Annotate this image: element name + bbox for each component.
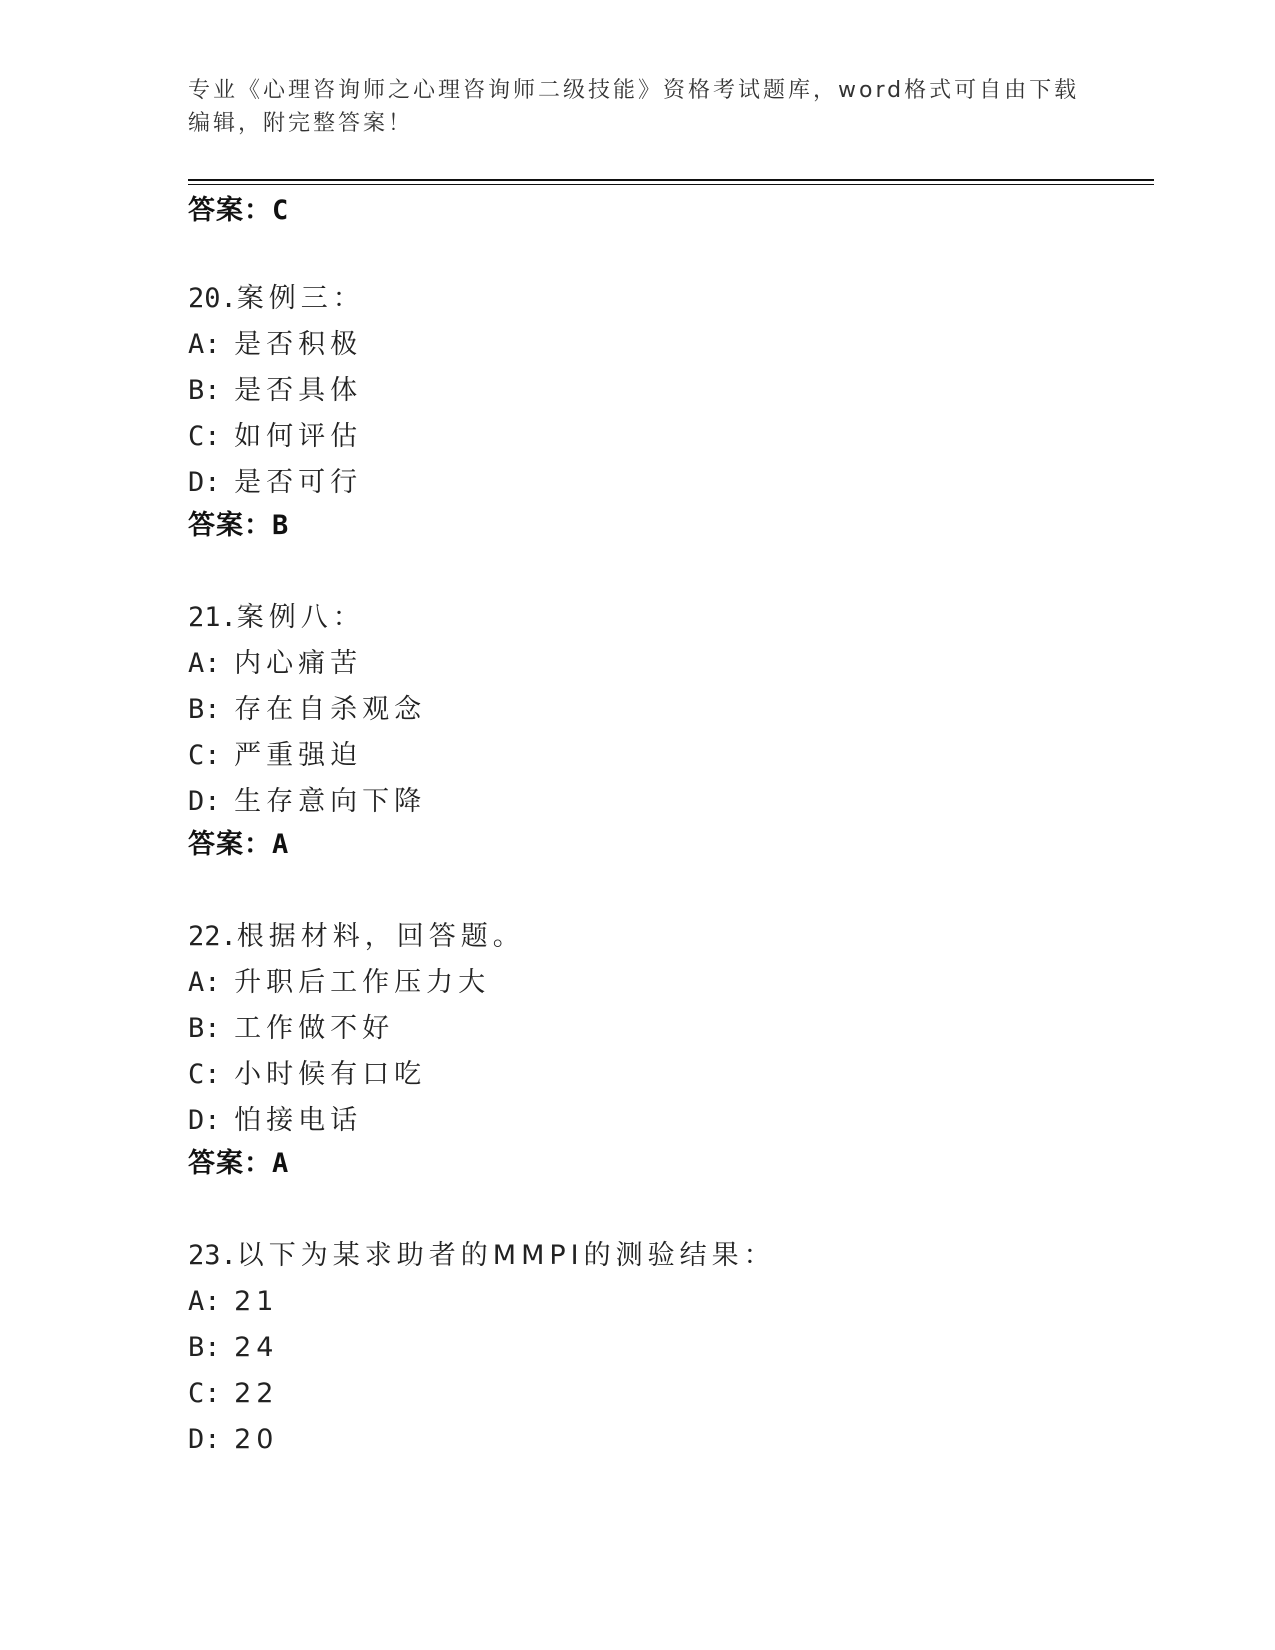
answer-21	[188, 827, 289, 863]
question-21	[188, 595, 1188, 825]
answer-value: C	[272, 195, 290, 226]
answer-label: 答案：	[188, 195, 272, 226]
option-d: D: 20	[188, 1424, 279, 1455]
answer-value: A	[272, 1148, 290, 1179]
option-c: C: 小时候有口吃	[188, 1059, 427, 1090]
question-number: 21.	[188, 602, 237, 633]
option-d: D: 是否可行	[188, 467, 363, 498]
option-b: B: 存在自杀观念	[188, 694, 427, 725]
option-a: A: 是否积极	[188, 329, 363, 360]
question-title	[188, 1233, 1188, 1279]
question-text: 以下为某求助者的MMPI的测验结果：	[236, 1240, 776, 1271]
header-divider-thin	[188, 184, 1154, 185]
question-text: 根据材料，回答题。	[236, 921, 525, 952]
option-d: D: 怕接电话	[188, 1105, 363, 1136]
option-c: C: 22	[188, 1378, 279, 1409]
header-divider-thick	[188, 179, 1154, 181]
answer-value: B	[272, 510, 290, 541]
question-20	[188, 276, 1188, 506]
previous-answer	[188, 193, 289, 229]
option-b: B: 是否具体	[188, 375, 363, 406]
answer-label: 答案：	[188, 1148, 272, 1179]
question-text: 案例八：	[236, 602, 365, 633]
option-a: A: 升职后工作压力大	[188, 967, 491, 998]
option-d: D: 生存意向下降	[188, 786, 427, 817]
question-number: 20.	[188, 283, 237, 314]
question-22	[188, 914, 1188, 1144]
question-number: 22.	[188, 921, 237, 952]
header-line-2: 编辑，附完整答案！	[188, 111, 414, 136]
header-line-1: 专业《心理咨询师之心理咨询师二级技能》资格考试题库，word格式可自由下载	[188, 78, 1080, 103]
option-b: B: 工作做不好	[188, 1013, 395, 1044]
question-text: 案例三：	[236, 283, 365, 314]
answer-label: 答案：	[188, 829, 272, 860]
answer-22	[188, 1146, 289, 1182]
option-c: C: 如何评估	[188, 421, 363, 452]
answer-20	[188, 508, 289, 544]
option-a: A: 内心痛苦	[188, 648, 363, 679]
question-title	[188, 914, 1188, 960]
question-number: 23.	[188, 1240, 237, 1271]
answer-label: 答案：	[188, 510, 272, 541]
question-title	[188, 595, 1188, 641]
question-23	[188, 1233, 1188, 1463]
answer-value: A	[272, 829, 290, 860]
option-b: B: 24	[188, 1332, 279, 1363]
option-c: C: 严重强迫	[188, 740, 363, 771]
option-a: A: 21	[188, 1286, 279, 1317]
document-header	[188, 74, 1088, 140]
question-title	[188, 276, 1188, 322]
